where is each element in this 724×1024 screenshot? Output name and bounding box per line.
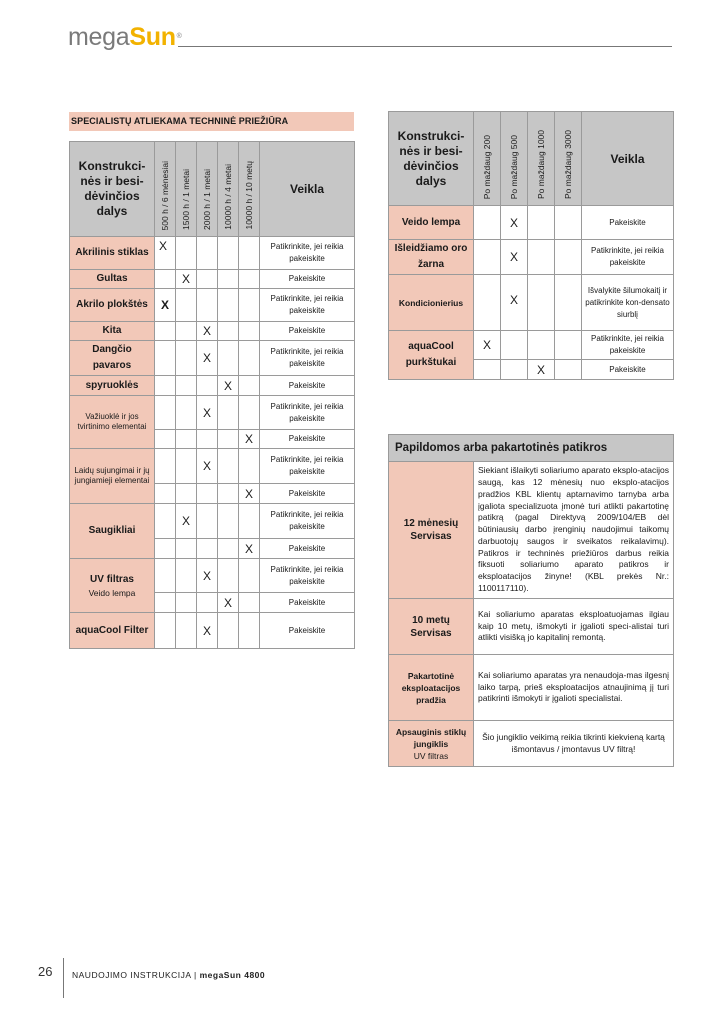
table-row [389, 331, 674, 360]
interval-mark [155, 539, 176, 559]
interval-mark [155, 396, 176, 430]
interval-mark [155, 593, 176, 613]
check-label: Pakartotinė eksploatacijos pradžia [389, 655, 474, 721]
action-text: Pakeiskite [260, 322, 355, 341]
action-text: Pakeiskite [260, 270, 355, 289]
interval-mark: X [501, 240, 528, 275]
interval-mark [155, 376, 176, 396]
action-text: Pakeiskite [260, 593, 355, 613]
table-row [70, 341, 355, 376]
interval-mark [239, 593, 260, 613]
interval-header: Po maždaug 200 [474, 112, 501, 206]
interval-mark [555, 360, 582, 380]
part-name: Saugikliai [70, 504, 155, 559]
interval-mark [474, 240, 501, 275]
additional-checks-table [388, 434, 674, 767]
interval-mark: X [239, 539, 260, 559]
part-name: Veido lempa [389, 206, 474, 240]
interval-mark [239, 237, 260, 270]
interval-mark: X [501, 275, 528, 331]
interval-mark [155, 559, 176, 593]
interval-mark [197, 270, 218, 289]
part-name: Išleidžiamo oro žarna [389, 240, 474, 275]
interval-mark [239, 270, 260, 289]
interval-mark: X [197, 396, 218, 430]
interval-mark [528, 240, 555, 275]
table-row [389, 462, 674, 599]
interval-mark [155, 341, 176, 376]
interval-mark [197, 504, 218, 539]
action-text: Patikrinkite, jei reikia pakeiskite [260, 449, 355, 484]
interval-mark [176, 613, 197, 649]
interval-mark [176, 484, 197, 504]
interval-mark [197, 484, 218, 504]
interval-mark [176, 341, 197, 376]
interval-mark [155, 484, 176, 504]
interval-mark: X [197, 449, 218, 484]
interval-header: 1500 h / 1 metai [176, 142, 197, 237]
part-name: Laidų sujungimai ir jų jungiamieji elementai [70, 449, 155, 504]
interval-mark: X [176, 270, 197, 289]
interval-mark [197, 430, 218, 449]
interval-mark [176, 376, 197, 396]
table-row [70, 559, 355, 593]
interval-header: 10000 h / 10 metų [239, 142, 260, 237]
parts-column-header: Konstrukci-nės ir besi-dėvinčios dalys [389, 112, 474, 206]
interval-mark [197, 289, 218, 322]
check-description: Kai soliariumo aparatas eksploatuojamas ilgiau kaip 10 metų, išmokyti ir įgalioti speci-alistai turi atlikti visišką jo kapitalinį remontą. [474, 599, 674, 655]
interval-mark [239, 376, 260, 396]
interval-mark [474, 206, 501, 240]
part-name: aquaCool Filter [70, 613, 155, 649]
action-text: Pakeiskite [260, 430, 355, 449]
table-row [70, 289, 355, 322]
interval-header: Po maždaug 500 [501, 112, 528, 206]
interval-mark [528, 206, 555, 240]
action-text: Patikrinkite, jei reikia pakeiskite [260, 237, 355, 270]
interval-mark [218, 270, 239, 289]
interval-mark [555, 331, 582, 360]
table-row [389, 275, 674, 331]
check-description: Siekiant išlaikyti soliariumo aparato eksplo-atacijos saugą, kas 12 mėnesių nuo eksplo-atacijos pradžios KBL klientų aptarnavimo tarnyba arba įgaliota specializuota įmonė turi atlikti pakartotinę patikrą (pagal Direktyvą 2009/104/EB dėl būtiniausių darbo įrenginių naudojimui taikomų darbuotojų saugos ir sveikatos reikalavimų). Patikros ir techninės priežiūros darbus reikia fiksuoti soliariumo aparato patikros ir eksploatacijos žinyne! (KBL prekės Nr.: 1100117110). [474, 462, 674, 599]
check-label: Apsauginis stiklų jungiklis UV filtras [389, 721, 474, 767]
maintenance-table-hours [388, 111, 674, 380]
interval-mark [555, 206, 582, 240]
interval-mark: X [218, 376, 239, 396]
action-column-header: Veikla [582, 112, 674, 206]
interval-mark [218, 237, 239, 270]
table-row [389, 240, 674, 275]
part-name: UV filtras Veido lempa [70, 559, 155, 613]
check-label: 12 mėnesių Servisas [389, 462, 474, 599]
interval-mark [176, 237, 197, 270]
interval-mark [239, 322, 260, 341]
action-text: Patikrinkite, jei reikia pakeiskite [260, 504, 355, 539]
table-row [70, 504, 355, 539]
interval-mark: X [197, 341, 218, 376]
interval-header: 10000 h / 4 metai [218, 142, 239, 237]
interval-mark [176, 322, 197, 341]
interval-mark: X [218, 593, 239, 613]
interval-mark [176, 593, 197, 613]
interval-mark [239, 449, 260, 484]
interval-mark [474, 275, 501, 331]
action-text: Pakeiskite [260, 613, 355, 649]
interval-mark [155, 613, 176, 649]
part-name: Važiuoklė ir jos tvirtinimo elementai [70, 396, 155, 449]
action-text: Patikrinkite, jei reikia pakeiskite [260, 559, 355, 593]
interval-mark [176, 559, 197, 593]
interval-mark [555, 275, 582, 331]
table-row [70, 449, 355, 484]
check-label: 10 metų Servisas [389, 599, 474, 655]
interval-mark [218, 322, 239, 341]
interval-mark [155, 504, 176, 539]
part-name: Kita [70, 322, 155, 341]
interval-mark [218, 449, 239, 484]
interval-mark [155, 449, 176, 484]
parts-column-header: Konstrukci-nės ir besi-dėvinčios dalys [70, 142, 155, 237]
action-text: Patikrinkite, jei reikia pakeiskite [582, 240, 674, 275]
action-column-header: Veikla [260, 142, 355, 237]
interval-header: Po maždaug 1000 [528, 112, 555, 206]
part-name: Gultas [70, 270, 155, 289]
interval-mark: X [501, 206, 528, 240]
interval-mark [239, 504, 260, 539]
interval-mark [528, 331, 555, 360]
part-name: aquaCool purkštukai [389, 331, 474, 380]
part-name: Dangčio pavaros [70, 341, 155, 376]
header-divider [178, 46, 672, 47]
interval-mark: X [197, 613, 218, 649]
interval-mark [176, 449, 197, 484]
action-text: Pakeiskite [260, 484, 355, 504]
table-row [389, 599, 674, 655]
section-title: SPECIALISTŲ ATLIEKAMA TECHNINĖ PRIEŽIŪRA [69, 112, 354, 131]
interval-mark [197, 539, 218, 559]
action-text: Pakeiskite [582, 206, 674, 240]
interval-mark [155, 270, 176, 289]
part-name: spyruoklės [70, 376, 155, 396]
interval-mark: X [239, 484, 260, 504]
action-text: Patikrinkite, jei reikia pakeiskite [260, 289, 355, 322]
interval-mark: X [155, 289, 176, 322]
interval-mark: X [197, 559, 218, 593]
action-text: Patikrinkite, jei reikia pakeiskite [260, 341, 355, 376]
interval-mark [218, 289, 239, 322]
interval-mark [218, 559, 239, 593]
interval-mark: X [155, 237, 176, 270]
interval-mark [218, 484, 239, 504]
interval-mark: X [197, 322, 218, 341]
interval-mark [239, 396, 260, 430]
table-row [70, 613, 355, 649]
table-row [70, 237, 355, 270]
interval-mark [555, 240, 582, 275]
interval-mark [176, 430, 197, 449]
interval-mark [218, 430, 239, 449]
footer-divider [63, 958, 64, 998]
table-row [389, 655, 674, 721]
interval-mark [197, 237, 218, 270]
interval-mark [501, 360, 528, 380]
interval-mark [239, 341, 260, 376]
interval-mark [239, 289, 260, 322]
action-text: Patikrinkite, jei reikia pakeiskite [582, 331, 674, 360]
interval-mark [155, 430, 176, 449]
part-name: Akrilinis stiklas [70, 237, 155, 270]
table-row [389, 206, 674, 240]
interval-header: 500 h / 6 mėnesiai [155, 142, 176, 237]
table-row [70, 270, 355, 289]
interval-mark [218, 539, 239, 559]
interval-mark [474, 360, 501, 380]
table-row [389, 721, 674, 767]
additional-checks-title: Papildomos arba pakartotinės patikros [389, 435, 674, 462]
interval-mark [218, 396, 239, 430]
action-text: Pakeiskite [260, 376, 355, 396]
interval-header: 2000 h / 1 metai [197, 142, 218, 237]
action-text: Pakeiskite [260, 539, 355, 559]
interval-mark [176, 289, 197, 322]
interval-mark: X [239, 430, 260, 449]
footer-text: NAUDOJIMO INSTRUKCIJA | megaSun 4800 [72, 970, 266, 980]
interval-mark [218, 504, 239, 539]
interval-mark [239, 613, 260, 649]
page-number: 26 [38, 964, 53, 979]
interval-mark [176, 396, 197, 430]
action-text: Pakeiskite [582, 360, 674, 380]
interval-mark [218, 613, 239, 649]
table-row [70, 376, 355, 396]
interval-mark [528, 275, 555, 331]
part-name: Akrilo plokštės [70, 289, 155, 322]
table-row [70, 396, 355, 430]
megasun-logo: megaSun® [68, 23, 182, 51]
interval-mark [197, 376, 218, 396]
maintenance-table-specialist [69, 141, 355, 649]
action-text: Išvalykite šilumokaitį ir patikrinkite kon-densato siurblį [582, 275, 674, 331]
interval-mark [176, 539, 197, 559]
action-text: Patikrinkite, jei reikia pakeiskite [260, 396, 355, 430]
table-row [70, 322, 355, 341]
check-description: Šio jungiklio veikimą reikia tikrinti kiekvieną kartą išmontavus / įmontavus UV filtrą! [474, 721, 674, 767]
check-description: Kai soliariumo aparatas yra nenaudoja-mas ilgesnį laiko tarpą, prieš eksploatacijos atnaujinimą jį turi patikrinti išmokyti ir įgalioti specialistai. [474, 655, 674, 721]
interval-mark [239, 559, 260, 593]
interval-mark [197, 593, 218, 613]
interval-mark [155, 322, 176, 341]
interval-mark: X [176, 504, 197, 539]
interval-mark: X [474, 331, 501, 360]
interval-mark: X [528, 360, 555, 380]
interval-mark [218, 341, 239, 376]
interval-mark [501, 331, 528, 360]
part-name: Kondicionierius [389, 275, 474, 331]
interval-header: Po maždaug 3000 [555, 112, 582, 206]
